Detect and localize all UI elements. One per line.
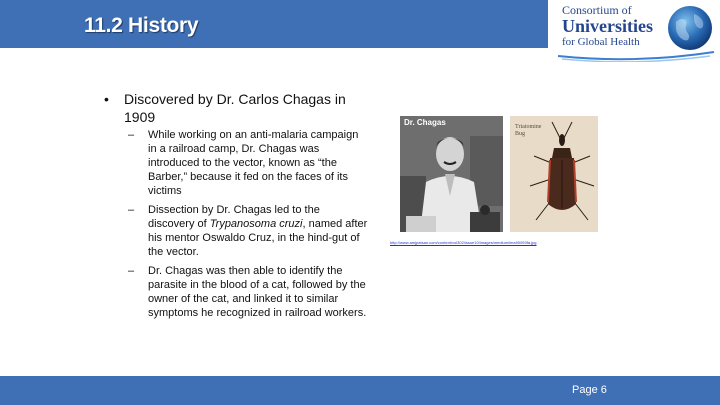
sub-bullet-2 <box>128 203 368 259</box>
sub-bullet-2-text-a: Dissection by Dr. Chagas led to the discovery of <box>148 204 320 230</box>
footer-bar <box>0 376 720 405</box>
sub-bullet-3 <box>128 264 368 320</box>
chagas-photo-image <box>400 116 503 232</box>
globe-icon <box>666 4 714 52</box>
sub-bullet-1-text: While working on an anti-malaria campaign in a railroad camp, Dr. Chagas was introduced to the vector, known as “the Barber,” because it fed on the faces of its victims <box>148 129 359 197</box>
main-bullet <box>104 90 374 126</box>
logo-line-3: for Global Health <box>562 36 640 48</box>
logo-line-1: Consortium of <box>562 3 632 17</box>
dash-marker: – <box>128 129 135 141</box>
chagas-photo <box>400 116 503 232</box>
logo-text <box>562 4 653 48</box>
bullet-marker: • <box>104 91 109 107</box>
cugh-logo <box>548 0 720 62</box>
dash-marker: – <box>128 265 135 277</box>
page-number: Page 6 <box>572 384 607 396</box>
logo-line-2: Universities <box>562 16 653 36</box>
bug-icon <box>510 116 598 232</box>
sub-bullet-3-text: Dr. Chagas was then able to identify the parasite in the blood of a cat, followed by the owner of the cat, and linked it to similar symptoms he recognized in railroad workers. <box>148 265 367 319</box>
triatomine-bug-illustration <box>510 116 598 232</box>
sub-bullet-2-text <box>148 203 368 259</box>
sub-bullet-1 <box>128 128 368 198</box>
image-source-link[interactable]: http://www.amjpatsan.com/content/vol302/issue10/images/medium/ima90093fa.jpg <box>390 240 537 245</box>
species-name: Trypanosoma cruzi <box>209 218 303 230</box>
logo-swoosh-icon <box>556 48 716 62</box>
bug-label-line-2: Bug <box>515 131 526 137</box>
sub-bullet-2-text-b: , named after his mentor Oswaldo Cruz, in the hind-gut of the vector. <box>148 218 368 258</box>
photo-label: Dr. Chagas <box>404 118 446 127</box>
main-bullet-text: Discovered by Dr. Carlos Chagas in 1909 <box>124 91 346 125</box>
bug-label-line-1: Triatomine <box>515 124 542 130</box>
dash-marker: – <box>128 204 135 216</box>
slide-title: 11.2 History <box>84 14 199 37</box>
